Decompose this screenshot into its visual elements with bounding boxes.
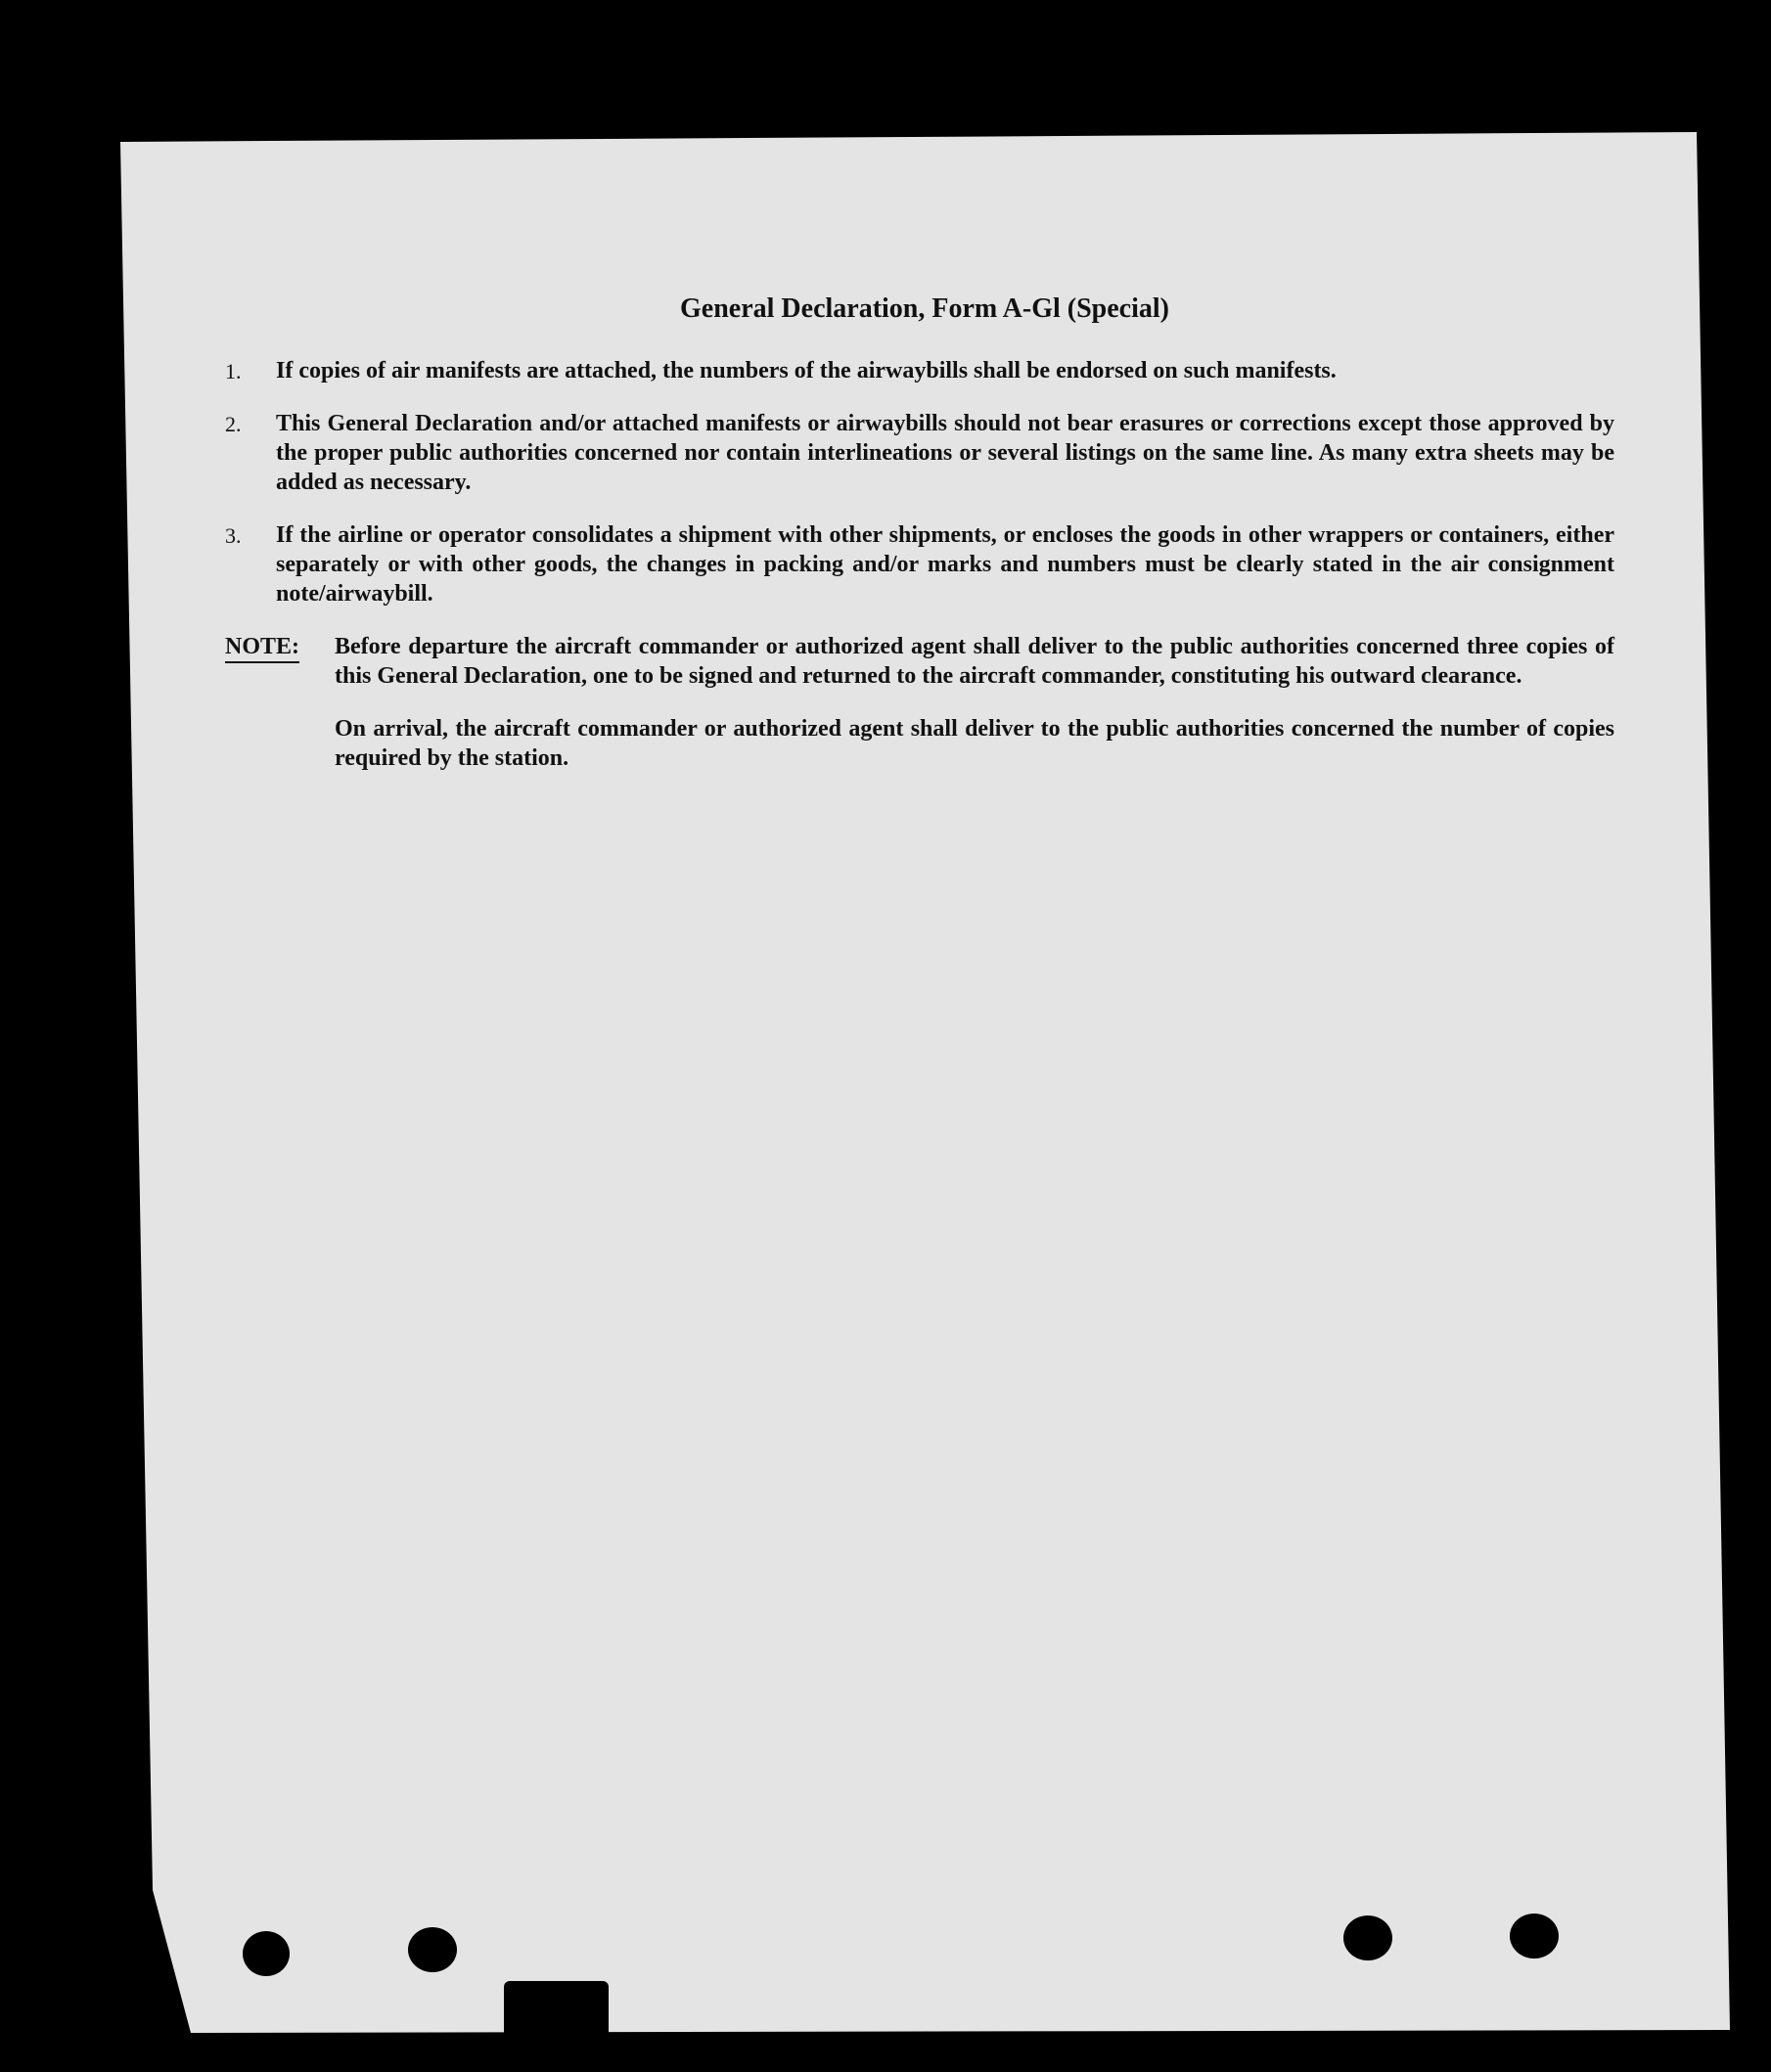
note-body xyxy=(335,632,1614,796)
item-number: 1. xyxy=(225,359,242,383)
punch-hole-1 xyxy=(243,1931,290,1976)
punch-hole-3 xyxy=(1343,1915,1392,1960)
note-paragraph-1: Before departure the aircraft commander or authorized agent shall deliver to the public authorities concerned three copies of this General Declaration, one to be signed and returned to the aircraft commander, constituting his outward clearance. xyxy=(335,634,1614,689)
document-body xyxy=(225,293,1614,796)
note-label-text: NOTE: xyxy=(225,634,299,663)
punch-hole-4 xyxy=(1510,1914,1559,1959)
list-item-3 xyxy=(225,520,1614,608)
item-number: 3. xyxy=(225,523,242,548)
list-item-2 xyxy=(225,409,1614,497)
item-text: If copies of air manifests are attached, the numbers of the airwaybills shall be endorsed on such manifests. xyxy=(276,358,1337,383)
note-paragraph-2: On arrival, the aircraft commander or authorized agent shall deliver to the public authorities concerned the number of copies required by the station. xyxy=(335,716,1614,771)
note-section xyxy=(225,632,1614,796)
item-number: 2. xyxy=(225,412,242,436)
list-item-1 xyxy=(225,356,1614,385)
punch-hole-2 xyxy=(408,1927,457,1972)
note-label xyxy=(225,632,335,796)
bottom-tab-cutout xyxy=(504,1981,609,2072)
document-title: General Declaration, Form A-Gl (Special) xyxy=(680,293,1169,324)
item-text: If the airline or operator consolidates a shipment with other shipments, or encloses the goods in other wrappers or containers, either separately or with other goods, the changes in packing and/or marks and numbers must be clearly stated in the air consignment note/airwaybill. xyxy=(276,522,1614,607)
item-text: This General Declaration and/or attached manifests or airwaybills should not bear erasures or corrections except those approved by the proper public authorities concerned nor contain interlineations or several listings on the same line. As many extra sheets may be added as necessary. xyxy=(276,411,1614,495)
